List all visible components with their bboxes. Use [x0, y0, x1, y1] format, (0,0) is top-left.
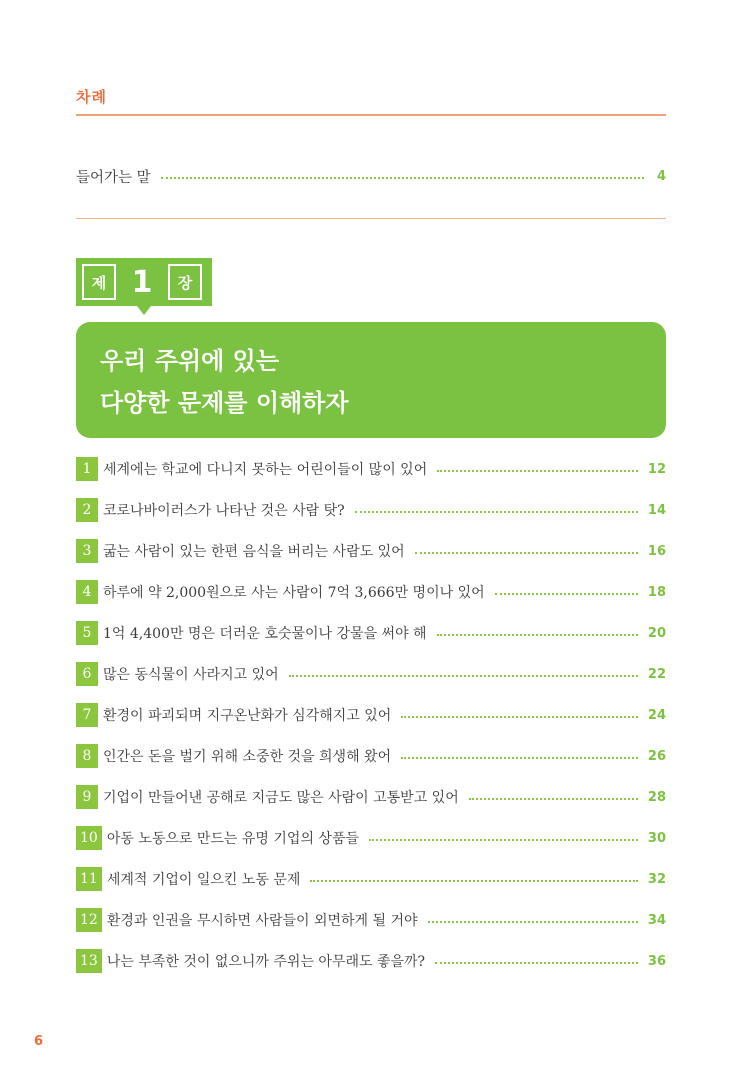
chapter-tag-number: 1 — [131, 264, 153, 300]
toc-item-number: 13 — [76, 949, 102, 973]
toc-item-page: 24 — [647, 707, 666, 723]
toc-item[interactable] — [76, 539, 666, 563]
toc-item[interactable] — [76, 498, 666, 522]
toc-item-page: 28 — [647, 789, 666, 805]
toc-item-title: 세계에는 학교에 다니지 못하는 어린이들이 많이 있어 — [103, 462, 428, 478]
toc-item-number: 10 — [76, 826, 102, 850]
toc-item-title: 환경이 파괴되며 지구온난화가 심각해지고 있어 — [103, 708, 392, 724]
toc-item[interactable] — [76, 744, 666, 768]
toc-item-number: 4 — [76, 580, 98, 604]
toc-item-title: 인간은 돈을 벌기 위해 소중한 것을 희생해 왔어 — [103, 749, 392, 765]
toc-item-page: 30 — [647, 830, 666, 846]
dot-leader — [428, 921, 638, 923]
toc-item-number: 7 — [76, 703, 98, 727]
chapter-title-line2: 다양한 문제를 이해하자 — [100, 389, 349, 417]
page-number: 6 — [34, 1034, 44, 1049]
toc-item[interactable] — [76, 867, 666, 891]
toc-item[interactable] — [76, 785, 666, 809]
toc-entry-intro[interactable] — [76, 165, 666, 187]
toc-item-page: 16 — [647, 543, 666, 559]
toc-item-number: 3 — [76, 539, 98, 563]
dot-leader — [437, 470, 638, 472]
dot-leader — [310, 880, 637, 882]
toc-item-title: 세계적 기업이 일으킨 노동 문제 — [106, 872, 301, 888]
toc-item-title: 1억 4,400만 명은 더러운 호숫물이나 강물을 써야 해 — [103, 626, 427, 642]
toc-item-page: 34 — [647, 912, 666, 928]
toc-item-title: 나는 부족한 것이 없으니까 주위는 아무래도 좋을까? — [106, 954, 426, 970]
toc-item-number: 1 — [76, 457, 98, 481]
toc-entry-label: 들어가는 말 — [76, 169, 151, 186]
chapter-tag — [76, 258, 212, 306]
chapter-tag-suffix: 장 — [168, 264, 202, 300]
toc-item-page: 32 — [647, 871, 666, 887]
toc-item-page: 20 — [647, 625, 666, 641]
toc-item-page: 14 — [647, 502, 666, 518]
toc-item-title: 많은 동식물이 사라지고 있어 — [103, 667, 279, 683]
header-divider — [76, 114, 666, 116]
toc-item[interactable] — [76, 826, 666, 850]
toc-title: 차례 — [76, 88, 107, 106]
toc-item[interactable] — [76, 949, 666, 973]
dot-leader — [437, 634, 638, 636]
toc-item-title: 아동 노동으로 만드는 유명 기업의 상품들 — [106, 831, 359, 847]
toc-item-title: 하루에 약 2,000원으로 사는 사람이 7억 3,666만 명이나 있어 — [103, 585, 485, 601]
toc-item-number: 5 — [76, 621, 98, 645]
dot-leader — [435, 962, 638, 964]
toc-item-page: 26 — [647, 748, 666, 764]
dot-leader — [401, 716, 638, 718]
toc-item-page: 12 — [647, 461, 666, 477]
toc-item-page: 36 — [647, 953, 666, 969]
toc-item-page: 18 — [647, 584, 666, 600]
chapter-tag-prefix: 제 — [82, 264, 116, 300]
dot-leader — [401, 757, 638, 759]
dot-leader — [161, 177, 644, 179]
dot-leader — [355, 511, 638, 513]
toc-list — [76, 457, 666, 990]
toc-item[interactable] — [76, 908, 666, 932]
chapter-title-box — [76, 322, 666, 438]
toc-item-number: 12 — [76, 908, 102, 932]
toc-entry-page: 4 — [656, 168, 666, 184]
toc-item-title: 기업이 만들어낸 공해로 지금도 많은 사람이 고통받고 있어 — [103, 790, 459, 806]
dot-leader — [495, 593, 638, 595]
toc-item-number: 8 — [76, 744, 98, 768]
dot-leader — [469, 798, 638, 800]
dot-leader — [415, 552, 638, 554]
toc-item[interactable] — [76, 662, 666, 686]
toc-item-title: 굶는 사람이 있는 한편 음식을 버리는 사람도 있어 — [103, 544, 405, 560]
dot-leader — [289, 675, 638, 677]
chapter-title-line1: 우리 주위에 있는 — [100, 347, 279, 375]
toc-item-number: 6 — [76, 662, 98, 686]
toc-item[interactable] — [76, 621, 666, 645]
toc-item-number: 11 — [76, 867, 102, 891]
toc-item[interactable] — [76, 457, 666, 481]
toc-item-title: 코로나바이러스가 나타난 것은 사람 탓? — [103, 503, 345, 519]
toc-item[interactable] — [76, 703, 666, 727]
section-divider — [76, 218, 666, 219]
toc-item-number: 2 — [76, 498, 98, 522]
chapter-tag-pointer — [137, 306, 151, 315]
toc-item-number: 9 — [76, 785, 98, 809]
dot-leader — [369, 839, 638, 841]
toc-item-title: 환경과 인권을 무시하면 사람들이 외면하게 될 거야 — [106, 913, 418, 929]
toc-item[interactable] — [76, 580, 666, 604]
toc-item-page: 22 — [647, 666, 666, 682]
